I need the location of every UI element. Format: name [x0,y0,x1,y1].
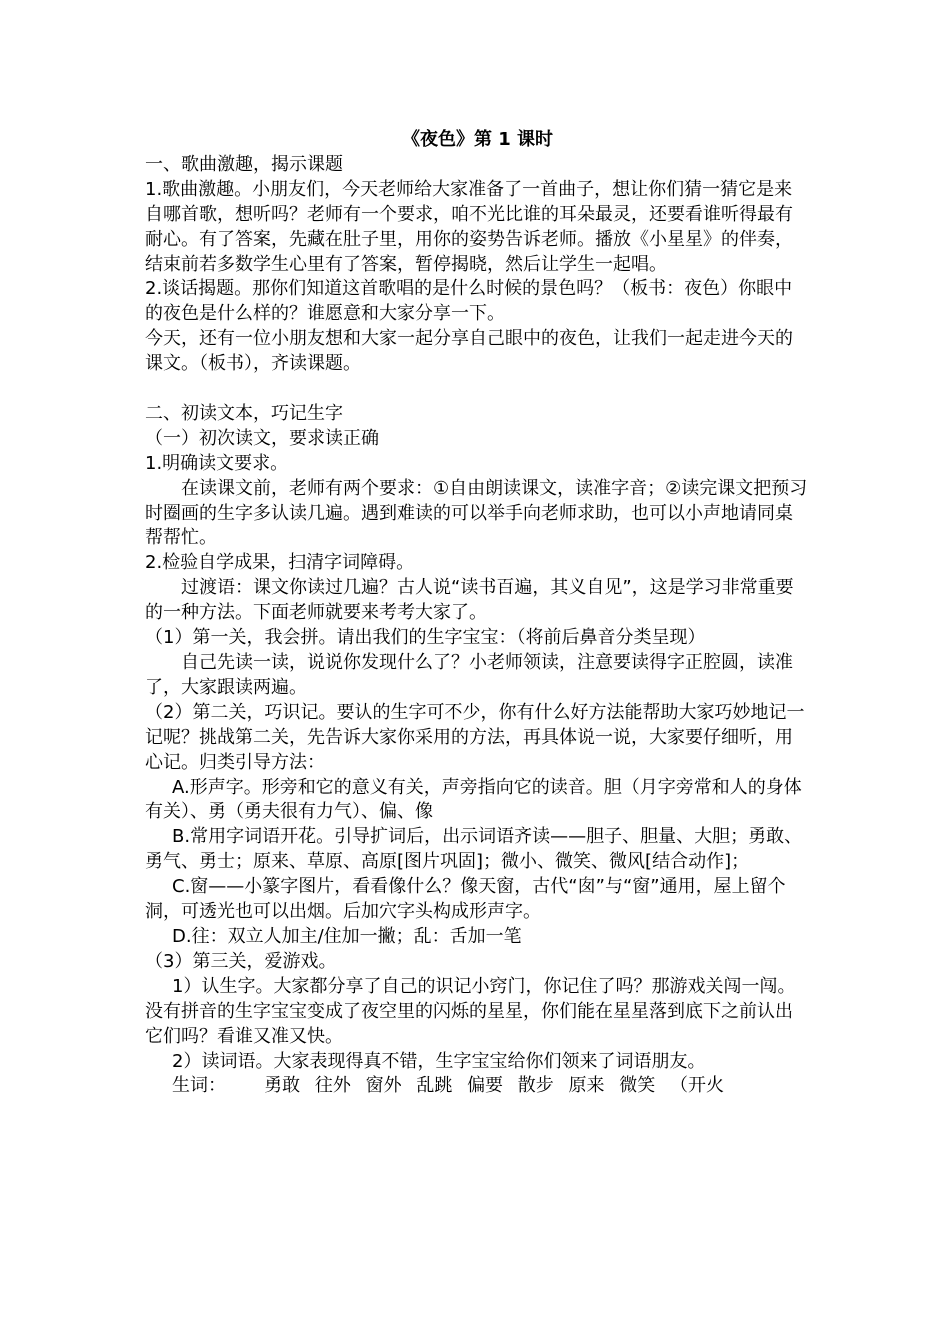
vocab-word: 勇敢 [264,1075,301,1097]
vocab-word: 窗外 [365,1075,402,1097]
section2-paragraph-5: （1）第一关，我会拼。请出我们的生字宝宝：（将前后鼻音分类呈现） [145,627,706,649]
lesson-title: 《夜色》第 1 课时 [401,129,554,150]
section1-paragraph-2: 2.谈话揭题。那你们知道这首歌唱的是什么时候的景色吗？（板书：夜色）你眼中的夜色是什么样的？谁愿意和大家分享一下。 [145,278,793,325]
section1-paragraph-1: 1.歌曲激趣。小朋友们，今天老师给大家准备了一首曲子，想让你们猜一猜它是来自哪首歌，想听吗？老师有一个要求，咱不光比谁的耳朵最灵，还要看谁听得最有耐心。有了答案，先藏在肚子里，用你的姿势告诉老师。播放《小星星》的伴奏，结束前若多数学生心里有了答案，暂停揭晓，然后让学生一起唱。 [145,178,793,275]
section1-heading: 一、歌曲激趣，揭示课题 [145,153,343,175]
vocab-word: （开火 [670,1075,724,1097]
document-page [145,128,810,1099]
section2-paragraph-13: 1）认生字。大家都分享了自己的识记小窍门，你记住了吗？那游戏关闯一闯。没有拼音的生字宝宝变成了夜空里的闪烁的星星，你们能在星星落到底下之前认出它们吗？看谁又准又快。 [145,975,796,1047]
section2-paragraph-2: 在读课文前，老师有两个要求：①自由朗读课文，读准字音；②读完课文把预习时圈画的生字多认读几遍。遇到难读的可以举手向老师求助，也可以小声地请同桌帮帮忙。 [145,477,808,549]
section2-heading: 二、初读文本，巧记生字 [145,402,343,424]
section1-paragraph-3: 今天，还有一位小朋友想和大家一起分享自己眼中的夜色，让我们一起走进今天的课文。（板书），齐读课题。 [145,328,793,375]
section2-paragraph-7: （2）第二关，巧识记。要认的生字可不少，你有什么好方法能帮助大家巧妙地记一记呢？挑战第二关，先告诉大家你采用的方法，再具体说一说，大家要仔细听，用心记。归类引导方法： [145,701,805,773]
vocab-word: 散步 [517,1075,554,1097]
section2-subheading: （一）初次读文，要求读正确 [145,427,379,449]
vocab-word: 乱跳 [416,1075,453,1097]
blank-line [145,377,810,402]
section2-paragraph-6: 自己先读一读，说说你发现什么了？小老师领读，注意要读得字正腔圆，读准了，大家跟读两遍。 [145,652,793,698]
section2-paragraph-9: B.常用字词语开花。引导扩词后，出示词语齐读——胆子、胆量、大胆；勇敢、勇气、勇士；原来、草原、高原[图片巩固]；微小、微笑、微风[结合动作]； [145,826,803,873]
vocab-label: 生词： [172,1075,226,1097]
section2-paragraph-14: 2）读词语。大家表现得真不错，生字宝宝给你们领来了词语朋友。 [172,1050,706,1072]
section2-paragraph-1: 1.明确读文要求。 [145,452,289,474]
vocab-word: 往外 [314,1075,351,1097]
section2-paragraph-11: D.往：双立人加主/住加一撇；乱：舌加一笔 [172,925,522,947]
section2-paragraph-3: 2.检验自学成果，扫清字词障碍。 [145,552,415,574]
vocab-line [145,1074,810,1099]
vocab-word: 微笑 [619,1075,656,1097]
vocab-word: 原来 [568,1075,605,1097]
section2-paragraph-10: C.窗——小篆字图片，看看像什么？像天窗，古代“囱”与“窗”通用，屋上留个洞，可透光也可以出烟。后加穴字头构成形声字。 [145,876,786,923]
vocab-word: 偏要 [467,1075,504,1097]
section2-paragraph-4: 过渡语：课文你读过几遍？古人说“读书百遍，其义自见”，这是学习非常重要的一种方法。下面老师就要来考考大家了。 [145,577,794,624]
section2-paragraph-12: （3）第三关，爱游戏。 [145,950,337,972]
section2-paragraph-8: A.形声字。形旁和它的意义有关，声旁指向它的读音。胆（月字旁常和人的身体有关）、勇（勇夫很有力气）、偏、像 [145,776,802,823]
